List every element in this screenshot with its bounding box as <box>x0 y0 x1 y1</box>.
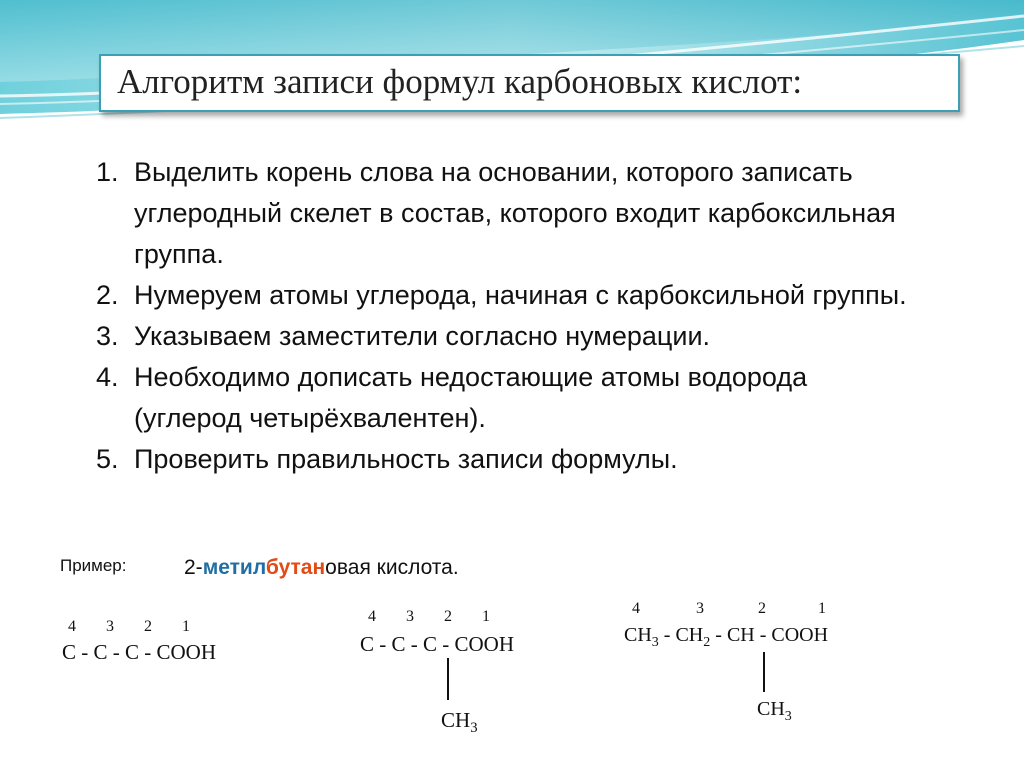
formula-chain-2: C - C - C - COOH <box>360 632 515 656</box>
name-prefix: 2- <box>184 556 203 579</box>
step-text: Проверить правильность записи формулы. <box>134 444 678 474</box>
step-text: Выделить корень слова на основании, которого записать углеродный скелет в состав, которого входит карбоксильная группа. <box>134 157 896 269</box>
step-number: 4. <box>96 362 119 392</box>
carbon-number: 3 <box>696 600 704 617</box>
carbon-number: 2 <box>144 618 152 635</box>
page-title: Алгоритм записи формул карбоновых кислот: <box>117 62 803 101</box>
step-text: Нумеруем атомы углерода, начиная с карбоксильной группы. <box>134 280 907 310</box>
carbon-number: 3 <box>406 608 414 625</box>
carbon-number: 3 <box>106 618 114 635</box>
carbon-number: 4 <box>368 608 376 625</box>
methyl-branch: $CH_3$ <box>757 698 792 724</box>
carbon-number: 2 <box>444 608 452 625</box>
step-number: 3. <box>96 321 119 351</box>
step-number: 5. <box>96 444 119 474</box>
list-item <box>96 275 916 316</box>
name-root: бутан <box>265 556 326 579</box>
list-item <box>96 357 916 439</box>
formula-chain-1: C - C - C - COOH <box>62 640 217 664</box>
carbon-number: 4 <box>632 600 640 617</box>
name-substituent: метил <box>202 556 266 579</box>
formula-chain-3: $CH_3 - CH_2$ - CH - COOH <box>624 624 829 650</box>
carbon-number: 1 <box>182 618 190 635</box>
example-acid-name <box>184 556 459 580</box>
bond-line <box>763 652 765 692</box>
carbon-number: 1 <box>482 608 490 625</box>
methyl-branch: $CH_3$ <box>441 708 478 737</box>
carbon-number: 1 <box>818 600 826 617</box>
algorithm-steps <box>96 152 916 480</box>
carbon-number: 4 <box>68 618 76 635</box>
carbon-number: 2 <box>758 600 766 617</box>
name-suffix: овая кислота. <box>325 556 459 579</box>
example-label: Пример: <box>60 556 127 575</box>
list-item <box>96 316 916 357</box>
step-text: Необходимо дописать недостающие атомы водорода (углерод четырёхвалентен). <box>134 362 808 433</box>
title-box <box>99 54 960 112</box>
step-text: Указываем заместители согласно нумерации. <box>134 321 711 351</box>
step-number: 2. <box>96 280 119 310</box>
bond-line <box>447 658 449 700</box>
list-item <box>96 152 916 275</box>
list-item <box>96 439 916 480</box>
step-number: 1. <box>96 157 119 187</box>
